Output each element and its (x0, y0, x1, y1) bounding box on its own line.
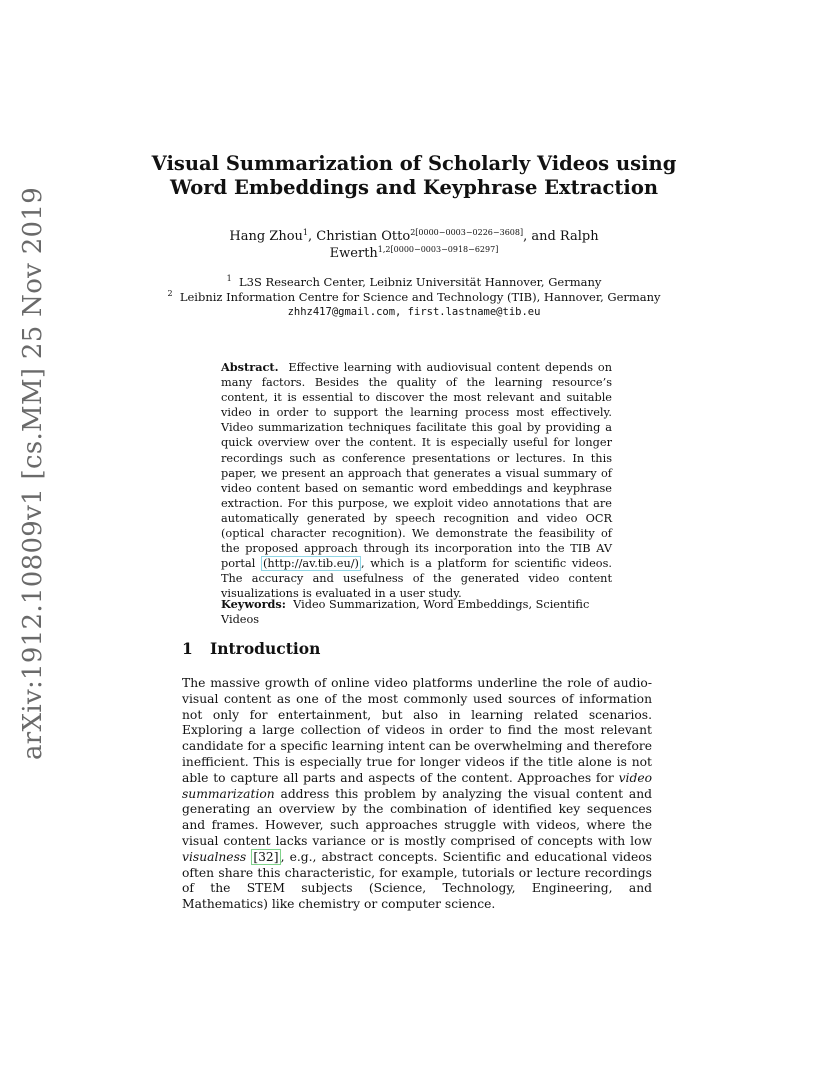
author-separator: , and Ralph (523, 229, 599, 244)
intro-text: The massive growth of online video platforms underline the role of audio-visual content as one of the most commonly used sources of information not only for entertainment, but also in learning related scenarios. Exploring a large collection of videos in order to find the most relevant candidate for a specific learning intent can be overwhelming and therefore inefficient. This is especially true for longer videos if the title alone is not able to capture all parts and aspects of the content. Approaches for (182, 676, 652, 785)
title-line-2: Word Embeddings and Keyphrase Extraction (169, 176, 659, 199)
paper-title (150, 152, 678, 200)
keywords-text: Video Summarization, Word Embeddings, Scientific Videos (221, 598, 590, 626)
keywords-block (221, 597, 621, 627)
author-list (200, 228, 628, 262)
author-name: Hang Zhou (229, 229, 303, 244)
affiliation-mark: 1 (226, 274, 232, 283)
abstract-text-end: , which is a platform for scientific videos. The accuracy and usefulness of the generated video content visualizations is evaluated in a user study. (221, 557, 612, 601)
keywords-label: Keywords: (221, 597, 286, 611)
contact-emails: zhhz417@gmail.com, first.lastname@tib.eu (287, 306, 541, 318)
author-orcid-mark: 2[0000−0003−0226−3608] (410, 228, 524, 237)
affiliation-1 (150, 275, 678, 290)
affiliation-mark: 2 (167, 289, 173, 298)
intro-text: address this problem by analyzing the visual content and generating an overview by the combination of identified key sequences and frames. However, such approaches struggle with videos, where the visual content lacks variance or is mostly comprised of concepts with low (182, 786, 652, 848)
abstract-block (221, 360, 612, 602)
abstract-text: Effective learning with audiovisual content depends on many factors. Besides the quality of the learning resource’s content, it is essential to discover the most relevant and suitable video in order to support the learning process most effectively. Video summarization techniques facilitate this goal by providing a quick overview over the content. It is especially useful for longer recordings such as conference presentations or lectures. In this paper, we present an approach that generates a visual summary of video content based on semantic word embeddings and keyphrase extraction. For this purpose, we exploit video annotations that are automatically generated by speech recognition and video OCR (optical character recognition). We demonstrate the feasibility of the proposed approach through its incorporation into the TIB AV portal (221, 361, 612, 571)
affiliation-2 (150, 290, 678, 305)
citation-link[interactable]: [32] (253, 849, 279, 864)
affiliation-text: L3S Research Center, Leibniz Universität Hannover, Germany (239, 275, 602, 289)
introduction-paragraph (182, 676, 652, 913)
section-title: Introduction (210, 639, 321, 658)
section-heading (182, 640, 320, 658)
author-orcid-mark: 1,2[0000−0003−0918−6297] (377, 245, 499, 254)
section-number: 1 (182, 639, 193, 658)
intro-emphasis: video summarization (182, 770, 652, 801)
title-line-1: Visual Summarization of Scholarly Videos using (151, 152, 677, 175)
arxiv-identifier-stamp: arXiv:1912.10809v1 [cs.MM] 25 Nov 2019 (18, 186, 48, 760)
intro-emphasis: visualness (182, 849, 247, 864)
tib-av-portal-link[interactable]: (http://av.tib.eu/) (263, 557, 359, 571)
author-affiliation-mark: 1 (302, 228, 308, 237)
author-separator: , (308, 229, 317, 244)
affiliation-text: Leibniz Information Centre for Science and Technology (TIB), Hannover, Germany (179, 290, 661, 304)
abstract-label: Abstract. (221, 360, 279, 374)
intro-text: , e.g., abstract concepts. Scientific and educational videos often share this characteristic, for example, tutorials or lecture recordings of the STEM subjects (Science, Technology, Engineering, and Mathematics) like chemistry or computer science. (182, 849, 652, 912)
author-name: Ewerth (329, 246, 378, 261)
author-name: Christian Otto (316, 229, 411, 244)
